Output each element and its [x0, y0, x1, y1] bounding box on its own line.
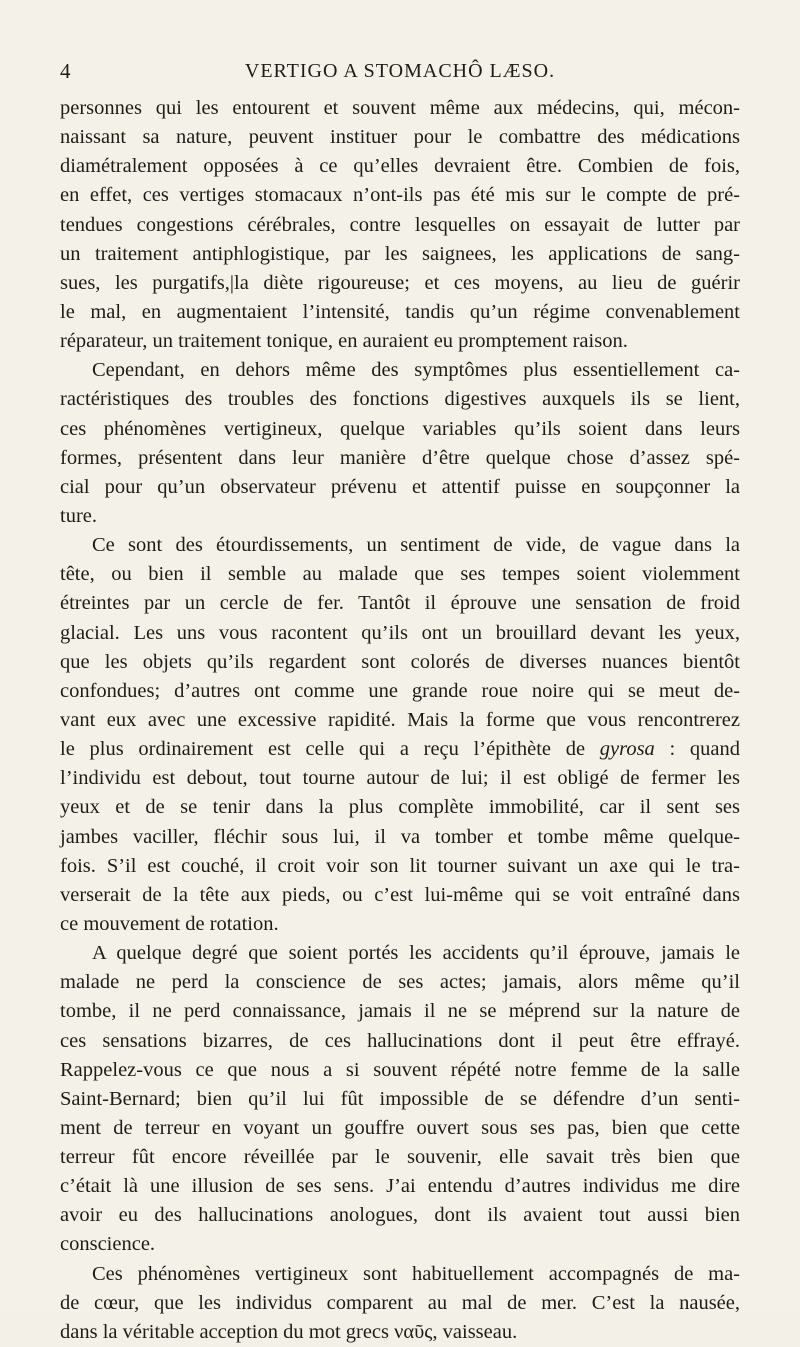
- text-line: diamétralement opposées à ce qu’elles devraient être. Combien de fois,: [60, 155, 740, 178]
- text-line: en effet, ces vertiges stomacaux n’ont-ils pas été mis sur le compte de pré-: [60, 184, 740, 207]
- text-line: A quelque degré que soient portés les accidents qu’il éprouve, jamais le: [92, 942, 740, 965]
- page-number: 4: [60, 59, 71, 83]
- text-line: [60, 735, 740, 764]
- text-line: tendues congestions cérébrales, contre lesquelles on essayait de lutter par: [60, 213, 740, 236]
- text-line: de cœur, que les individus comparent au mal de mer. C’est la nausée,: [60, 1291, 740, 1314]
- text-line: fois. S’il est couché, il croit voir son lit tourner suivant un axe qui le tra-: [60, 854, 740, 877]
- text-line: jambes vaciller, fléchir sous lui, il va tomber et tombe même quelque-: [60, 825, 740, 848]
- text-line: Rappelez-vous ce que nous a si souvent répété notre femme de la salle: [60, 1058, 740, 1081]
- text-line: terreur fût encore réveillée par le souvenir, elle savait très bien que: [60, 1146, 740, 1169]
- text-line: que les objets qu’ils regardent sont colorés de diverses nuances bientôt: [60, 650, 740, 673]
- text-line: le mal, en augmentaient l’intensité, tandis qu’un régime convenablement: [60, 300, 740, 323]
- text-line: Ce sont des étourdissements, un sentiment de vide, de vague dans la: [92, 534, 740, 557]
- text-line: tête, ou bien il semble au malade que ses tempes soient violemment: [60, 563, 740, 586]
- text-line: cial pour qu’un observateur prévenu et attentif puisse en soupçonner la: [60, 475, 740, 498]
- running-title: VERTIGO A STOMACHÔ LÆSO.: [244, 60, 556, 82]
- text-line-part: : quand: [654, 738, 741, 761]
- text-line: c’était là une illusion de ses sens. J’ai entendu d’autres individus me dire: [60, 1175, 740, 1198]
- text-line: glacial. Les uns vous racontent qu’ils ont un brouillard devant les yeux,: [60, 621, 740, 644]
- text-line: vant eux avec une excessive rapidité. Mais la forme que vous rencontrerez: [60, 708, 740, 731]
- text-line: un traitement antiphlogistique, par les saignees, les applications de sang-: [60, 242, 740, 265]
- text-line: malade ne perd la conscience de ses actes; jamais, alors même qu’il: [60, 971, 740, 994]
- text-line: dans la véritable acception du mot grecs ναῦς, vaisseau.: [60, 1320, 518, 1343]
- text-line: personnes qui les entourent et souvent même aux médecins, qui, mécon-: [60, 97, 740, 119]
- text-line: yeux et de se tenir dans la plus complète immobilité, car il sent ses: [60, 796, 740, 819]
- text-line: l’individu est debout, tout tourne autour de lui; il est obligé de fermer les: [60, 767, 740, 790]
- text-line: Cependant, en dehors même des symptômes plus essentiellement ca-: [92, 359, 740, 382]
- italic-term: gyrosa: [599, 738, 655, 761]
- text-line: avoir eu des hallucinations anologues, dont ils avaient tout aussi bien: [60, 1204, 740, 1227]
- text-line: conscience.: [60, 1233, 156, 1256]
- text-line: ces sensations bizarres, de ces hallucinations dont il peut être effrayé.: [60, 1029, 740, 1052]
- text-line: ractéristiques des troubles des fonctions digestives auxquels ils se lient,: [60, 388, 740, 411]
- text-line: ce mouvement de rotation.: [60, 912, 279, 935]
- text-line: naissant sa nature, peuvent instituer pour le combattre des médications: [60, 126, 740, 149]
- text-line: formes, présentent dans leur manière d’être quelque chose d’assez spé-: [60, 446, 740, 469]
- body-text: [60, 94, 740, 1347]
- text-line: Saint-Bernard; bien qu’il lui fût impossible de se défendre d’un senti-: [60, 1087, 740, 1110]
- text-line: ment de terreur en voyant un gouffre ouvert sous ses pas, bien que cette: [60, 1116, 740, 1139]
- text-line: ces phénomènes vertigineux, quelque variables qu’ils soient dans leurs: [60, 417, 740, 440]
- page-header: [60, 56, 740, 86]
- text-line: verserait de la tête aux pieds, ou c’est lui-même qui se voit entraîné dans: [60, 883, 740, 906]
- text-line: sues, les purgatifs,|la diète rigoureuse; et ces moyens, au lieu de guérir: [60, 271, 740, 294]
- text-line: étreintes par un cercle de fer. Tantôt il éprouve une sensation de froid: [60, 592, 740, 615]
- text-line: réparateur, un traitement tonique, en auraient eu promptement raison.: [60, 330, 628, 353]
- text-line: tombe, il ne perd connaissance, jamais il ne se méprend sur la nature de: [60, 1000, 740, 1023]
- text-line: Ces phénomènes vertigineux sont habituellement accompagnés de ma-: [92, 1262, 740, 1285]
- text-line: ture.: [60, 504, 97, 527]
- text-line-part: le plus ordinairement est celle qui a reçu l’épithète de: [60, 738, 586, 761]
- text-line: confondues; d’autres ont comme une grande roue noire qui se meut de-: [60, 679, 740, 702]
